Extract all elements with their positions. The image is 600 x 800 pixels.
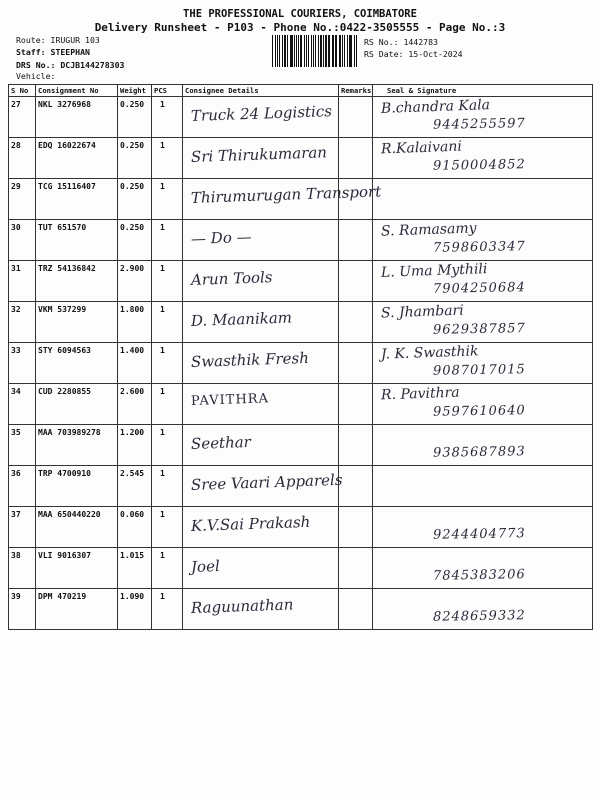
consignee-cell — [183, 548, 339, 589]
col-signature: Seal & Signature — [373, 85, 593, 97]
signature-cell — [373, 466, 593, 507]
rs-no-line — [364, 37, 438, 47]
runsheet-subtitle: Delivery Runsheet - P103 - Phone No.:0422-3505555 - Page No.:3 — [94, 21, 506, 34]
sno-cell — [9, 384, 36, 425]
table-row — [9, 220, 593, 261]
remarks-text — [339, 384, 372, 387]
col-weight: Weight — [118, 85, 152, 97]
sno-text: 34 — [11, 387, 21, 396]
route-label: Route: — [16, 35, 46, 45]
table-row — [9, 507, 593, 548]
sno-cell — [9, 466, 36, 507]
consignment-cell — [36, 507, 118, 548]
signature-cell — [373, 589, 593, 630]
runsheet-table — [8, 84, 593, 630]
consignee-handwriting: Swasthik Fresh — [190, 348, 310, 371]
signature-cell — [373, 343, 593, 384]
barcode-bar — [284, 35, 286, 67]
pcs-cell — [152, 343, 183, 384]
staff-line — [16, 47, 90, 57]
pcs-text: 1 — [160, 100, 165, 109]
rs-no-value: 1442783 — [403, 37, 438, 47]
remarks-text — [339, 138, 372, 141]
consignment-text: MAA 703989278 — [38, 428, 101, 437]
consignee-cell — [183, 507, 339, 548]
consignee-handwriting: Arun Tools — [190, 268, 273, 289]
drs-line — [16, 60, 124, 70]
remarks-cell — [339, 548, 373, 589]
remarks-cell — [339, 220, 373, 261]
barcode-bar — [311, 35, 312, 67]
route-value: IRUGUR 103 — [50, 35, 100, 45]
remarks-cell — [339, 507, 373, 548]
table-row — [9, 343, 593, 384]
pcs-text: 1 — [160, 346, 165, 355]
barcode-bar — [344, 35, 345, 67]
remarks-text — [339, 261, 372, 264]
remarks-text — [339, 97, 372, 100]
weight-cell — [118, 97, 152, 138]
signature-phone: 9244404773 — [432, 526, 526, 543]
sno-text: 31 — [11, 264, 21, 273]
consignment-text: VLI 9016307 — [38, 551, 91, 560]
barcode-bar — [287, 35, 288, 67]
barcode-bar — [304, 35, 305, 67]
signature-phone: 9597610640 — [432, 403, 526, 420]
consignee-handwriting: — Do — — [190, 227, 252, 248]
table-row — [9, 302, 593, 343]
consignee-cell — [183, 220, 339, 261]
signature-phone: 7598603347 — [432, 239, 526, 256]
remarks-cell — [339, 179, 373, 220]
remarks-text — [339, 343, 372, 346]
pcs-cell — [152, 466, 183, 507]
signature-cell — [373, 507, 593, 548]
col-consignee: Consignee Details — [183, 85, 339, 97]
barcode-bar — [272, 35, 273, 67]
barcode-bar — [329, 35, 330, 67]
consignee-handwriting: Joel — [190, 557, 221, 576]
signature-cell — [373, 302, 593, 343]
weight-text: 2.545 — [120, 469, 145, 478]
consignment-cell — [36, 138, 118, 179]
consignee-cell — [183, 384, 339, 425]
signature-phone: 9629387857 — [432, 321, 526, 338]
barcode-bar — [296, 35, 297, 67]
barcode-bar — [290, 35, 291, 67]
barcode-bar — [342, 35, 343, 67]
pcs-text: 1 — [160, 551, 165, 560]
table-row — [9, 138, 593, 179]
barcode-bar — [308, 35, 309, 67]
weight-cell — [118, 179, 152, 220]
weight-cell — [118, 343, 152, 384]
barcode-bar — [306, 35, 307, 67]
weight-cell — [118, 466, 152, 507]
signature-cell — [373, 261, 593, 302]
pcs-cell — [152, 261, 183, 302]
remarks-cell — [339, 261, 373, 302]
weight-text: 0.250 — [120, 182, 145, 191]
barcode-bar — [318, 35, 319, 67]
consignment-text: CUD 2280855 — [38, 387, 91, 396]
sno-text: 39 — [11, 592, 21, 601]
barcode-bar — [275, 35, 276, 67]
pcs-text: 1 — [160, 428, 165, 437]
weight-text: 1.015 — [120, 551, 145, 560]
table-row — [9, 548, 593, 589]
consignment-text: NKL 3276968 — [38, 100, 91, 109]
sno-cell — [9, 302, 36, 343]
sno-text: 28 — [11, 141, 21, 150]
consignee-cell — [183, 302, 339, 343]
signature-phone: 8248659332 — [432, 608, 526, 625]
consignee-handwriting: Raguunathan — [190, 595, 294, 617]
consignment-text: TUT 651570 — [38, 223, 87, 232]
consignee-handwriting: Seethar — [190, 432, 252, 453]
weight-text: 1.800 — [120, 305, 145, 314]
sno-cell — [9, 97, 36, 138]
consignment-text: TRP 4700910 — [38, 469, 91, 478]
sno-cell — [9, 343, 36, 384]
signature-phone: 7904250684 — [432, 280, 526, 297]
col-sno: S No — [9, 85, 36, 97]
consignment-cell — [36, 548, 118, 589]
weight-cell — [118, 138, 152, 179]
barcode-bar — [354, 35, 355, 67]
consignee-handwriting: K.V.Sai Prakash — [190, 512, 311, 535]
remarks-cell — [339, 97, 373, 138]
weight-text: 1.400 — [120, 346, 145, 355]
signature-phone: 9445255597 — [432, 116, 526, 133]
sno-text: 35 — [11, 428, 21, 437]
consignee-cell — [183, 343, 339, 384]
weight-cell — [118, 261, 152, 302]
consignee-cell — [183, 466, 343, 507]
sno-text: 30 — [11, 223, 21, 232]
table-row — [9, 425, 593, 466]
weight-text: 0.060 — [120, 510, 145, 519]
pcs-cell — [152, 548, 183, 589]
pcs-cell — [152, 220, 183, 261]
consignment-cell — [36, 220, 118, 261]
sno-text: 36 — [11, 469, 21, 478]
consignee-handwriting: Thirumurugan Transport — [190, 182, 382, 207]
remarks-text — [339, 589, 372, 592]
sno-text: 32 — [11, 305, 21, 314]
weight-text: 0.250 — [120, 223, 145, 232]
remarks-cell — [339, 425, 373, 466]
consignment-text: DPM 470219 — [38, 592, 87, 601]
signature-cell — [373, 138, 593, 179]
table-row — [9, 97, 593, 138]
consignment-cell — [36, 97, 118, 138]
consignment-text: TRZ 54136842 — [38, 264, 96, 273]
barcode-bar — [328, 35, 329, 67]
signature-phone: 9150004852 — [432, 157, 526, 174]
table-row — [9, 261, 593, 302]
pcs-cell — [152, 425, 183, 466]
weight-cell — [118, 302, 152, 343]
barcode-bar — [356, 35, 357, 67]
barcode-bar — [282, 35, 283, 67]
pcs-text: 1 — [160, 592, 165, 601]
signature-name: B.chandra Kala — [380, 97, 491, 117]
drs-label: DRS No.: — [16, 60, 56, 70]
staff-value: STEEPHAN — [50, 47, 90, 57]
weight-cell — [118, 425, 152, 466]
consignment-cell — [36, 425, 118, 466]
weight-text: 2.600 — [120, 387, 145, 396]
pcs-text: 1 — [160, 510, 165, 519]
sno-cell — [9, 589, 36, 630]
consignee-handwriting: PAVITHRA — [190, 391, 270, 409]
table-header-row — [9, 85, 593, 97]
weight-text: 1.090 — [120, 592, 145, 601]
signature-cell — [373, 97, 593, 138]
consignee-handwriting: D. Maanikam — [190, 308, 293, 330]
sno-cell — [9, 425, 36, 466]
table-row — [9, 179, 593, 220]
route-line — [16, 35, 100, 45]
col-remarks: Remarks — [339, 85, 373, 97]
consignee-cell — [183, 261, 339, 302]
signature-name: R. Pavithra — [380, 384, 460, 404]
consignee-cell — [183, 179, 382, 220]
sno-text: 37 — [11, 510, 21, 519]
barcode-bar — [313, 35, 314, 67]
weight-cell — [118, 384, 152, 425]
rs-date-label: RS Date: — [364, 49, 404, 59]
consignee-handwriting: Sri Thirukumaran — [190, 143, 328, 166]
sno-cell — [9, 138, 36, 179]
pcs-text: 1 — [160, 264, 165, 273]
weight-text: 2.900 — [120, 264, 145, 273]
col-consignment: Consignment No — [36, 85, 118, 97]
rs-no-label: RS No.: — [364, 37, 399, 47]
sno-cell — [9, 261, 36, 302]
consignee-cell — [183, 97, 339, 138]
consignment-cell — [36, 589, 118, 630]
pcs-cell — [152, 507, 183, 548]
signature-phone: 9385687893 — [432, 444, 526, 461]
consignment-text: STY 6094563 — [38, 346, 91, 355]
drs-value: DCJB144278303 — [60, 60, 125, 70]
weight-text: 0.250 — [120, 100, 145, 109]
signature-cell — [373, 548, 593, 589]
company-title: THE PROFESSIONAL COURIERS, COIMBATORE — [183, 8, 417, 20]
remarks-cell — [339, 384, 373, 425]
remarks-cell — [339, 138, 373, 179]
sno-text: 33 — [11, 346, 21, 355]
barcode-bar — [349, 35, 350, 67]
signature-cell — [373, 425, 593, 466]
signature-cell — [373, 179, 593, 220]
barcode-bar — [300, 35, 302, 67]
consignment-cell — [36, 343, 118, 384]
pcs-cell — [152, 589, 183, 630]
remarks-text — [339, 179, 372, 182]
barcode-bar — [323, 35, 324, 67]
pcs-cell — [152, 384, 183, 425]
signature-name: R.Kalaivani — [380, 138, 463, 158]
barcode-bar — [336, 35, 337, 67]
barcode-bar — [335, 35, 336, 67]
signature-name: J. K. Swasthik — [380, 343, 479, 363]
remarks-text — [339, 220, 372, 223]
weight-cell — [118, 548, 152, 589]
signature-phone: 7845383206 — [432, 567, 526, 584]
consignee-cell — [183, 138, 339, 179]
consignment-text: TCG 15116407 — [38, 182, 96, 191]
sno-cell — [9, 220, 36, 261]
consignee-cell — [183, 589, 339, 630]
pcs-text: 1 — [160, 182, 165, 191]
signature-name: S. Ramasamy — [380, 220, 477, 240]
sno-cell — [9, 548, 36, 589]
table-row — [9, 384, 593, 425]
signature-cell — [373, 384, 593, 425]
remarks-cell — [339, 343, 373, 384]
weight-text: 0.250 — [120, 141, 145, 150]
pcs-cell — [152, 302, 183, 343]
signature-name: L. Uma Mythili — [380, 261, 488, 281]
sno-cell — [9, 179, 36, 220]
barcode-bar — [294, 35, 295, 67]
rs-date-line — [364, 49, 463, 59]
vehicle-line — [16, 71, 55, 81]
consignment-text: EDQ 16022674 — [38, 141, 96, 150]
pcs-text: 1 — [160, 141, 165, 150]
sno-text: 38 — [11, 551, 21, 560]
remarks-text — [339, 425, 372, 428]
sno-text: 27 — [11, 100, 21, 109]
remarks-cell — [339, 466, 373, 507]
consignment-cell — [36, 179, 118, 220]
consignee-handwriting: Truck 24 Logistics — [190, 102, 333, 125]
pcs-text: 1 — [160, 223, 165, 232]
barcode-bar — [279, 35, 280, 67]
barcode-bar — [277, 35, 278, 67]
pcs-text: 1 — [160, 305, 165, 314]
consignee-cell — [183, 425, 339, 466]
sno-text: 29 — [11, 182, 21, 191]
consignment-text: VKM 537299 — [38, 305, 87, 314]
signature-cell — [373, 220, 593, 261]
barcode-bar — [298, 35, 299, 67]
vehicle-label: Vehicle: — [16, 71, 56, 81]
pcs-cell — [152, 138, 183, 179]
signature-name: S. Jhambari — [380, 302, 464, 322]
consignment-text: MAA 650440220 — [38, 510, 101, 519]
remarks-text — [339, 302, 372, 305]
signature-phone: 9087017015 — [432, 362, 526, 379]
barcode-bar — [339, 35, 341, 67]
remarks-text — [339, 548, 372, 551]
barcode-bar — [347, 35, 348, 67]
weight-cell — [118, 220, 152, 261]
weight-cell — [118, 507, 152, 548]
barcode-bar — [320, 35, 322, 67]
pcs-text: 1 — [160, 387, 165, 396]
remarks-cell — [339, 589, 373, 630]
barcode-bar — [315, 35, 316, 67]
table-row — [9, 466, 593, 507]
staff-label: Staff: — [16, 47, 46, 57]
consignment-cell — [36, 384, 118, 425]
barcode-bar — [332, 35, 333, 67]
consignment-cell — [36, 466, 118, 507]
col-pcs: PCS — [152, 85, 183, 97]
pcs-cell — [152, 179, 183, 220]
rs-date-value: 15-Oct-2024 — [408, 49, 463, 59]
remarks-text — [339, 507, 372, 510]
barcode-bar — [350, 35, 351, 67]
remarks-cell — [339, 302, 373, 343]
barcode-graphic — [272, 35, 358, 67]
consignment-cell — [36, 302, 118, 343]
consignee-handwriting: Sree Vaari Apparels — [190, 470, 343, 494]
pcs-cell — [152, 97, 183, 138]
consignment-cell — [36, 261, 118, 302]
remarks-text — [339, 466, 372, 469]
weight-cell — [118, 589, 152, 630]
table-row — [9, 589, 593, 630]
weight-text: 1.200 — [120, 428, 145, 437]
pcs-text: 1 — [160, 469, 165, 478]
barcode-bar — [291, 35, 292, 67]
sno-cell — [9, 507, 36, 548]
barcode-bar — [325, 35, 326, 67]
